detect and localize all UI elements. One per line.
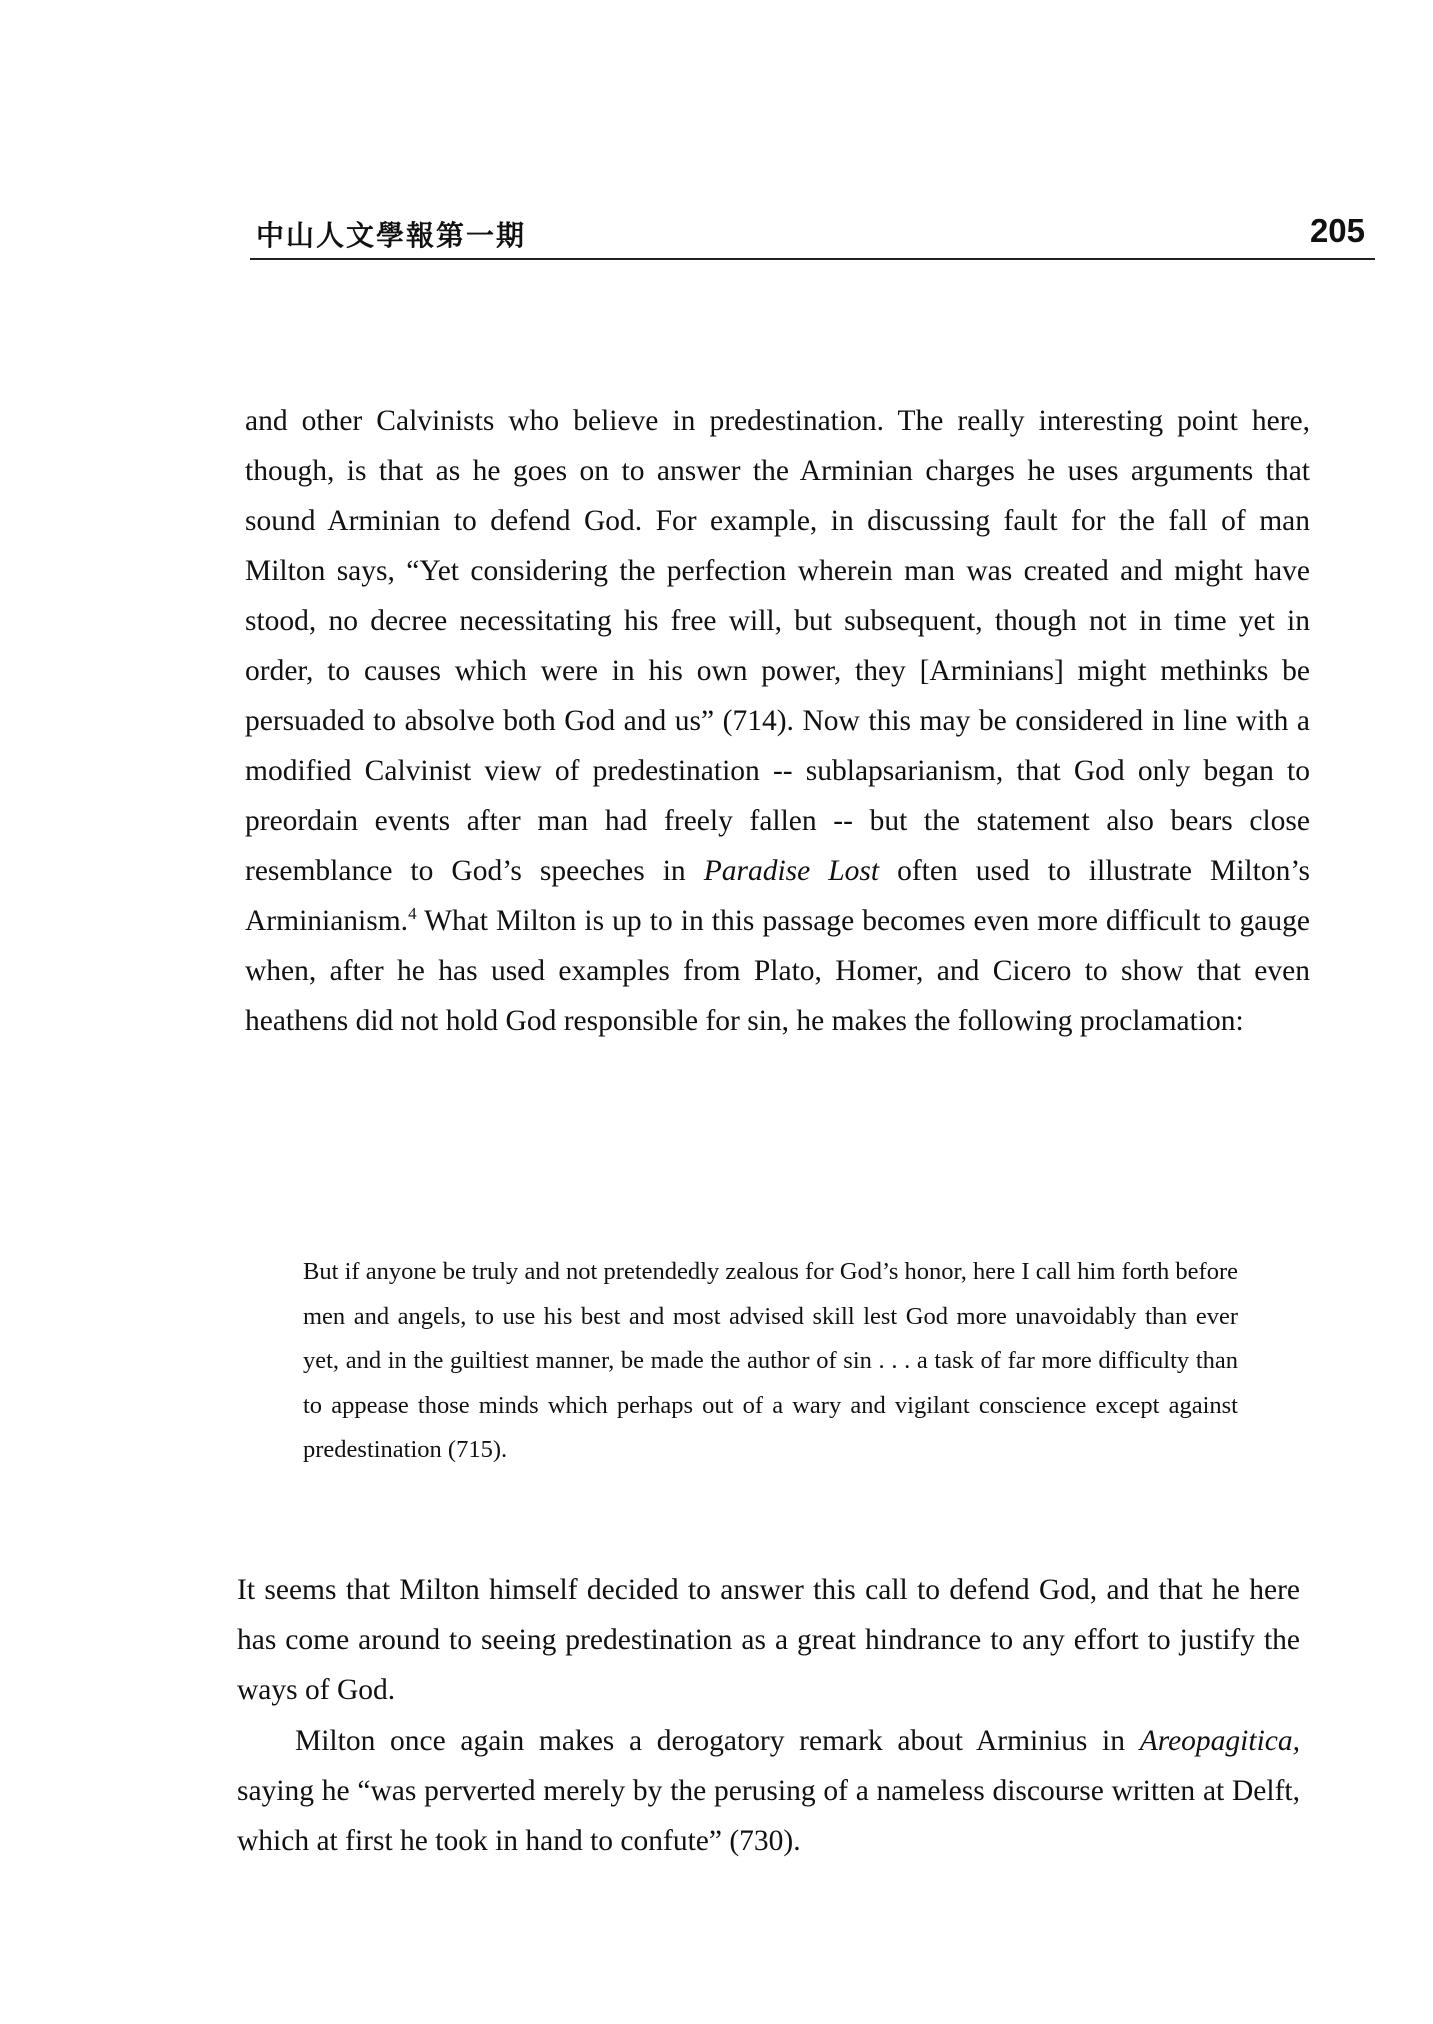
body-paragraph-2: It seems that Milton himself decided to answer this call to defend God, and that he here has come around to seeing predestination as a great hindrance to any effort to justify the ways of God.: [237, 1574, 1300, 1706]
paragraph-text: often used to illustrate Milton’s Arminianism.: [245, 855, 1310, 937]
paragraph-text: and other Calvinists who believe in predestination. The really interesting point here, though, is that as he goes on to answer the Arminian charges he uses arguments that sound Arminian to defend God. For example, in discussing fault for the fall of man Milton says, “Yet considering the perfection wherein man was created and might have stood, no decree necessitating his free will, but subsequent, though not in time yet in order, to causes which were in his own power, they [Arminians] might methinks be persuaded to absolve both God and us” (714). Now this may be considered in line with a modified Calvinist view of predestination -- sublapsarianism, that God only began to preordain events after man had freely fallen -- but the statement also bears close resemblance to God’s speeches in: [245, 405, 1310, 887]
paragraph-text: Milton once again makes a derogatory remark about Arminius in: [295, 1725, 1140, 1757]
page-number: 205: [1309, 212, 1365, 249]
paragraph-text: saying he “was perverted merely by the perusing of a nameless discourse written at Delft, which at first he took in hand to confute” (730).: [237, 1775, 1300, 1857]
paragraph-text: What Milton is up to in this passage becomes even more difficult to gauge when, after he has used examples from Plato, Homer, and Cicero to show that even heathens did not hold God responsible for sin, he makes the following proclamation:: [245, 905, 1310, 1037]
body-paragraph-3: [237, 1716, 1300, 1866]
body-paragraph-1: [245, 396, 1310, 1046]
block-quote: But if anyone be truly and not pretendedly zealous for God’s honor, here I call him forth before men and angels, to use his best and most advised skill lest God more unavoidably than ever yet, and in the guiltiest manner, be made the author of sin . . . a task of far more difficulty than to appease those minds which perhaps out of a wary and vigilant conscience except against predestination (715).: [303, 1258, 1238, 1464]
footnote-marker: 4: [408, 904, 417, 924]
journal-title: 中山人文學報第一期: [256, 219, 527, 252]
work-title: Paradise Lost: [703, 855, 880, 887]
running-header: [250, 210, 1375, 260]
work-title: Areopagitica,: [1139, 1725, 1300, 1757]
